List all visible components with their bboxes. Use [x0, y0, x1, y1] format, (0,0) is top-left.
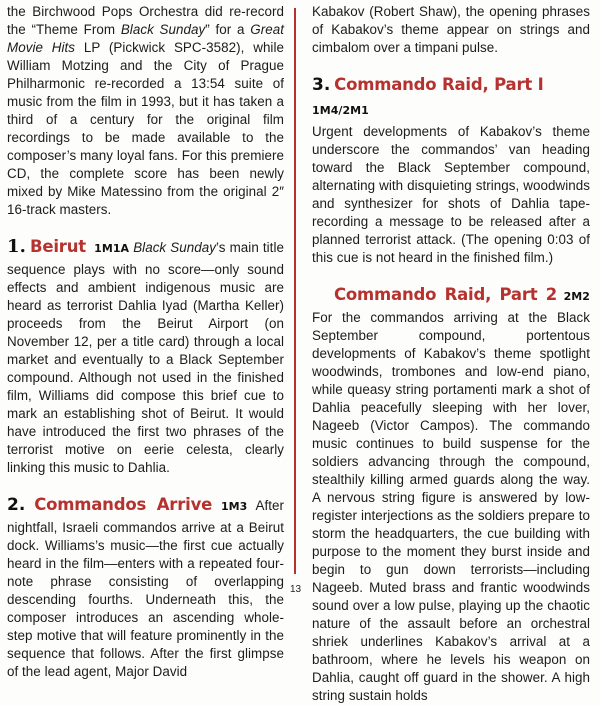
- track-number: 1.: [7, 236, 26, 257]
- track-2-continuation: Kabakov (Robert Shaw), the opening phrases of Kabakov’s theme appear on strings and cimbalom over a timpani pulse.: [312, 4, 590, 55]
- track-1-entry: 1. Beirut 1M1A Black Sunday’s main title sequence plays with no score—only sound effects and ambient indigenous music are heard as terrorist Dahlia Iyad (Martha Keller) proceeds from the Beirut Airport (on November 12, per a title card) through a local market and eventually to a Black September compound. Although not used in the finished film, Williams did compose this brief cue to mark an establishing shot of Beirut. It would have introduced the first two phrases of the terrorist motive on eerie celesta, clearly linking this music to Dahlia.: [7, 236, 284, 475]
- track-title: Beirut: [29, 237, 86, 256]
- left-column: [7, 3, 284, 681]
- track-3-body: Urgent developments of Kabakov’s theme underscore the commandos’ van heading toward the Black September compound, alternating with disquieting strings, woodwinds and synthesizer for shots of Dahlia tape-recording a message to be released after a planned terrorist attack. (The opening 0:03 of this cue is not heard in the finished film.): [312, 124, 590, 265]
- cue-code: 1M3: [220, 500, 248, 513]
- cue-code: 1M1A: [94, 242, 130, 255]
- track-title: Commando Raid, Part 2: [334, 285, 558, 304]
- page-number: 13: [290, 584, 302, 595]
- track-number: 2.: [7, 495, 26, 515]
- track-3b-entry: Commando Raid, Part 2 2M2 For the commandos arriving at the Black September compound, portentous developments of Kabakov’s theme spotlight woodwinds, trombones and low-end piano, while queasy string portamenti mark a shot of Dahlia peacefully sleeping with her lover, Nageeb (Victor Campos). The commando music continues to build suspense for the soldiers advancing through the compound, stealthily killing armed guards along the way. A nervous string figure is answered by low-register interjections as the soldiers prepare to storm the headquarters, the cue building with purpose to the moment they burst inside and begin to gun down terrorists—including Nageeb. Muted brass and frantic woodwinds sound over a low pulse, playing up the chaotic nature of the assault before an orchestral shriek underlines Kabakov’s arrival at a bathroom, where he levels his weapon on Dahlia, caught off guard in the shower. A high string sustain holds: [312, 285, 590, 703]
- track-2-entry: 2. Commandos Arrive 1M3 After nightfall, Israeli commandos arrive at a Beirut dock. Williams’s music—the first cue actually heard in the film—enters with a repeated four-note phrase consisting of overlapping descending fourths. Underneath this, the composer introduces an ascending whole-step motive that will feature prominently in the sequence that follows. After the first glimpse of the lead agent, Major David: [7, 495, 284, 679]
- cue-code: 1M4/2M1: [312, 104, 369, 117]
- column-divider: [294, 8, 296, 574]
- track-3-heading: [312, 73, 590, 123]
- track-title: Commando Raid, Part I: [334, 75, 544, 94]
- track-number: 3.: [312, 75, 331, 95]
- intro-paragraph: the Birchwood Pops Orchestra did re-record the “Theme From Black Sunday” for a Great Movie Hits LP (Pickwick SPC-3582), while William Motzing and the City of Prague Philharmonic re-recorded a 13:54 suite of music from the film in 1993, but it has taken a third of a century for the original film recordings to be made available to the composer’s many loyal fans. For this premiere CD, the complete score has been newly mixed by Mike Matessino from the original 2″ 16-track masters.: [7, 4, 284, 217]
- track-title: Commandos Arrive: [34, 495, 213, 514]
- cue-code: 2M2: [563, 290, 590, 303]
